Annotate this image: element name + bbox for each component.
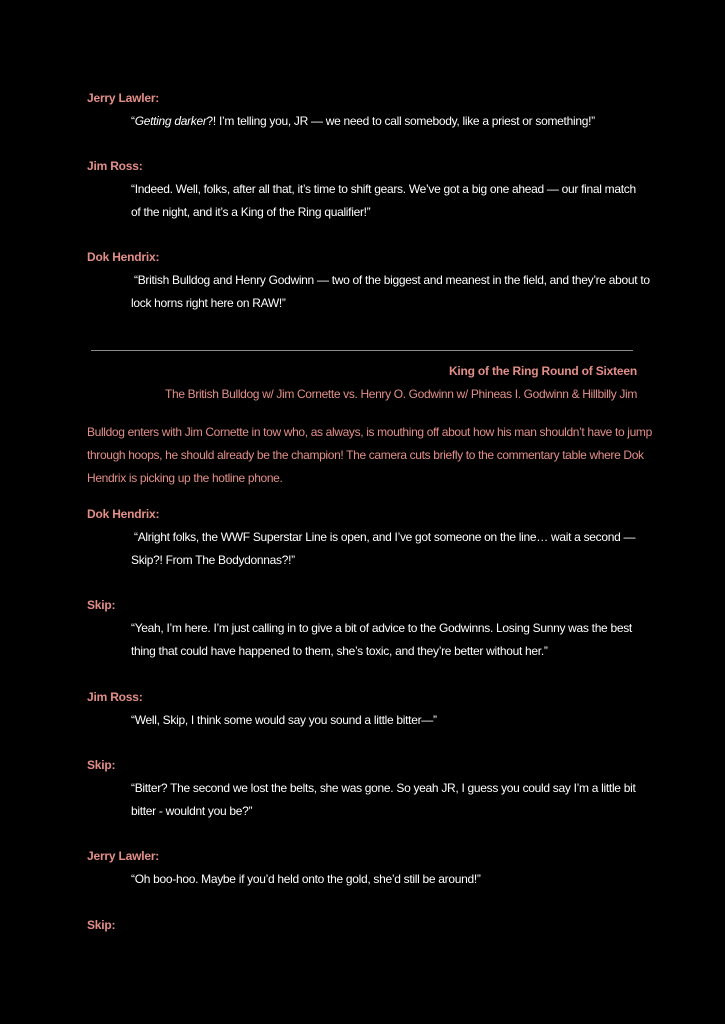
speaker-name: Jim Ross: — [87, 159, 143, 173]
speaker-name: Jerry Lawler: — [87, 91, 160, 105]
speaker-name: Skip: — [87, 918, 116, 932]
dialogue-line: of the night, and it’s a King of the Ring qualifier!” — [131, 205, 371, 219]
dialogue-line: Skip?! From The Bodydonnas?!” — [131, 553, 295, 567]
section-divider — [91, 350, 633, 351]
narration-line: through hoops, he should already be the champion! The camera cuts briefly to the commentary table where Dok — [87, 448, 644, 462]
dialogue-block — [87, 155, 639, 224]
dialogue-line: “British Bulldog and Henry Godwinn — two of the biggest and meanest in the field, and they’re about to — [131, 273, 650, 287]
dialogue-block — [87, 246, 650, 315]
dialogue-text: ?! I’m telling you, JR — we need to call somebody, like a priest or something!” — [206, 114, 595, 128]
dialogue-block — [87, 594, 639, 663]
speaker-name: Jerry Lawler: — [87, 849, 160, 863]
dialogue-line: “Indeed. Well, folks, after all that, it’s time to shift gears. We’ve got a big one ahead — our final match — [131, 182, 636, 196]
dialogue-block — [87, 754, 639, 823]
narration-line: Hendrix is picking up the hotline phone. — [87, 471, 283, 485]
dialogue-block — [87, 914, 639, 937]
narration-paragraph — [87, 421, 652, 490]
dialogue-block — [87, 503, 639, 572]
emphasis-text: Getting darker — [134, 114, 207, 128]
dialogue-block — [87, 845, 639, 891]
match-subtitle: The British Bulldog w/ Jim Cornette vs. Henry O. Godwinn w/ Phineas I. Godwinn & Hillbilly Jim — [165, 387, 637, 401]
match-title: King of the Ring Round of Sixteen — [448, 364, 637, 378]
dialogue-line — [131, 110, 639, 133]
narration-line: Bulldog enters with Jim Cornette in tow who, as always, is mouthing off about how his man shouldn’t have to jump — [87, 425, 652, 439]
speaker-name: Dok Hendrix: — [87, 250, 160, 264]
speaker-name: Skip: — [87, 758, 116, 772]
dialogue-line: “Alright folks, the WWF Superstar Line is open, and I’ve got someone on the line… wait a second — — [131, 530, 636, 544]
speaker-name: Jim Ross: — [87, 690, 143, 704]
dialogue-line: thing that could have happened to them, she’s toxic, and they’re better without her.” — [131, 644, 548, 658]
dialogue-line: “Yeah, I’m here. I’m just calling in to give a bit of advice to the Godwinns. Losing Sunny was the best — [131, 621, 632, 635]
speaker-name: Dok Hendrix: — [87, 507, 160, 521]
speaker-name: Skip: — [87, 598, 116, 612]
dialogue-line: lock horns right here on RAW!” — [131, 296, 286, 310]
dialogue-block — [87, 87, 639, 133]
dialogue-line: “Well, Skip, I think some would say you sound a little bitter—” — [131, 713, 437, 727]
open-quote: “ — [131, 114, 135, 128]
dialogue-line: “Oh boo-hoo. Maybe if you’d held onto the gold, she’d still be around!” — [131, 872, 481, 886]
dialogue-line: bitter - wouldnt you be?” — [131, 804, 253, 818]
dialogue-line: “Bitter? The second we lost the belts, she was gone. So yeah JR, I guess you could say I’m a little bit — [131, 781, 636, 795]
dialogue-block — [87, 686, 639, 732]
